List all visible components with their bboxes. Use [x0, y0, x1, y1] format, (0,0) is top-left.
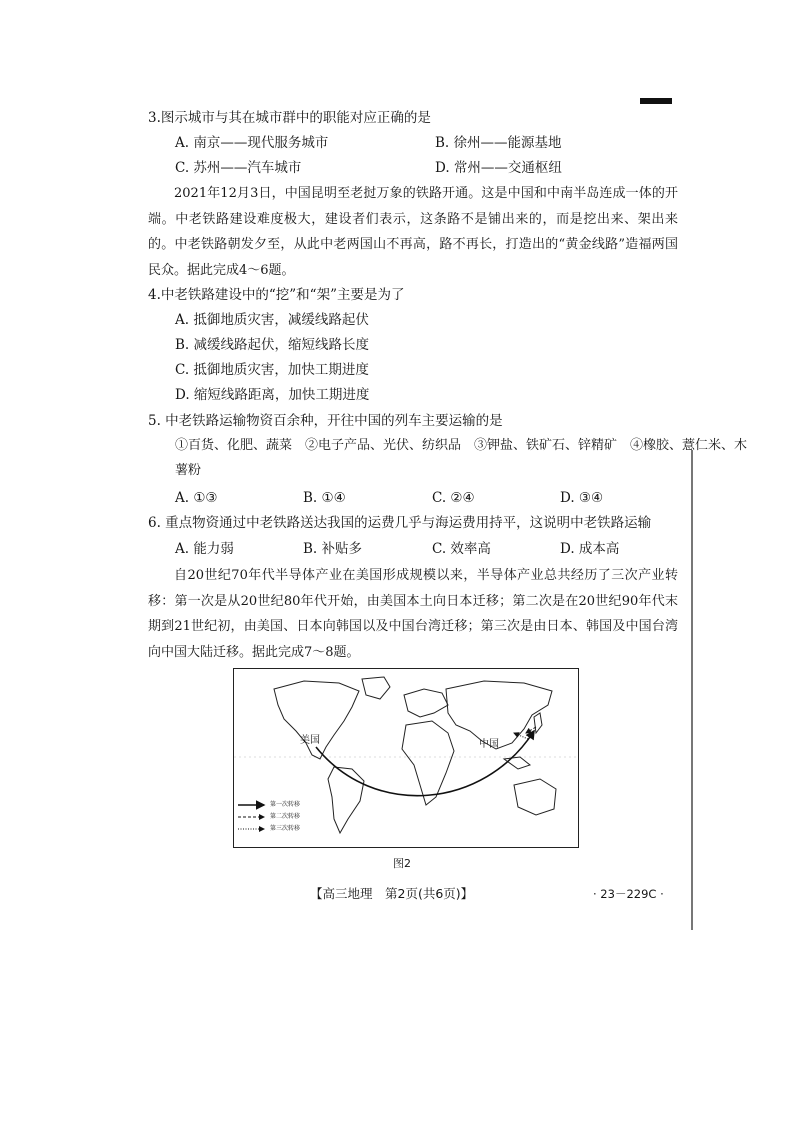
europe-shape: [404, 689, 448, 717]
first-transfer-arrow: [316, 731, 534, 796]
page-footer-info: 【高三地理 第2页(共6页)】: [310, 886, 474, 901]
australia-shape: [514, 779, 556, 815]
scan-edge-right: [691, 450, 693, 930]
south-america-shape: [328, 767, 364, 833]
q6-option-c: C. 效率高: [432, 541, 491, 557]
q3-option-d: D. 常州——交通枢纽: [435, 160, 562, 176]
map-label-usa: 美国: [300, 735, 320, 746]
scan-mark-top-right: [640, 98, 672, 104]
legend-first-transfer: 第一次转移: [270, 801, 301, 808]
q4-stem: 4.中老铁路建设中的“挖”和“架”主要是为了: [148, 287, 405, 303]
figure-caption: 图2: [393, 857, 411, 870]
q4-option-c: C. 抵御地质灾害，加快工期进度: [175, 362, 369, 378]
q5-items-line1: ①百货、化肥、蔬菜 ②电子产品、光伏、纺织品 ③钾盐、铁矿石、锌精矿 ④橡胶、薏仁米、木: [175, 438, 748, 453]
q5-items-line2: 薯粉: [175, 463, 202, 478]
passage-railway: 2021年12月3日，中国昆明至老挝万象的铁路开通。这是中国和中南半岛连成一体的开端。中老铁路建设难度极大，建设者们表示，这条路不是铺出来的，而是挖出来、架出来的。中老铁路朝发夕至，从此中老两国山不再高，路不再长，打造出的“黄金线路”造福两国民众。据此完成4～6题。: [148, 186, 678, 278]
legend-second-transfer: 第二次转移: [270, 813, 301, 820]
q5-option-d: D. ③④: [560, 490, 604, 506]
q4-option-d: D. 缩短线路距离，加快工期进度: [175, 387, 370, 403]
q3-option-b: B. 徐州——能源基地: [435, 135, 562, 151]
q6-option-a: A. 能力弱: [175, 541, 234, 557]
q6-option-b: B. 补贴多: [303, 541, 363, 557]
q3-stem: 3.图示城市与其在城市群中的职能对应正确的是: [148, 110, 431, 126]
q5-option-c: C. ②④: [432, 490, 475, 506]
q6-stem: 6. 重点物资通过中老铁路送达我国的运费几乎与海运费用持平，这说明中老铁路运输: [148, 515, 652, 531]
q4-option-b: B. 减缓线路起伏，缩短线路长度: [175, 337, 370, 353]
legend-third-transfer: 第三次转移: [270, 825, 301, 832]
page-footer-code: · 23－229C ·: [593, 887, 664, 901]
map-label-china: 中国: [479, 739, 499, 750]
q5-option-b: B. ①④: [303, 490, 346, 506]
q3-option-c: C. 苏州——汽车城市: [175, 160, 302, 176]
greenland-shape: [362, 677, 390, 699]
q5-stem: 5. 中老铁路运输物资百余种，开往中国的列车主要运输的是: [148, 413, 503, 429]
q3-option-a: A. 南京——现代服务城市: [175, 135, 329, 151]
passage-semiconductor: 自20世纪70年代半导体产业在美国形成规模以来，半导体产业总共经历了三次产业转移：第一次是从20世纪80年代开始，由美国本土向日本迁移；第二次是在20世纪90年代末期到21世纪初，由美国、日本向韩国以及中国台湾迁移；第三次是由日本、韩国及中国台湾向中国大陆迁移。据此完成7～8题。: [148, 568, 678, 660]
q6-option-d: D. 成本高: [560, 541, 620, 557]
southeast-asia-shape: [504, 757, 530, 769]
world-map-figure: [233, 668, 579, 848]
q4-option-a: A. 抵御地质灾害，减缓线路起伏: [175, 312, 369, 328]
q5-option-a: A. ①③: [175, 490, 218, 506]
second-transfer-arrow: [526, 727, 536, 733]
japan-shape: [534, 713, 542, 733]
